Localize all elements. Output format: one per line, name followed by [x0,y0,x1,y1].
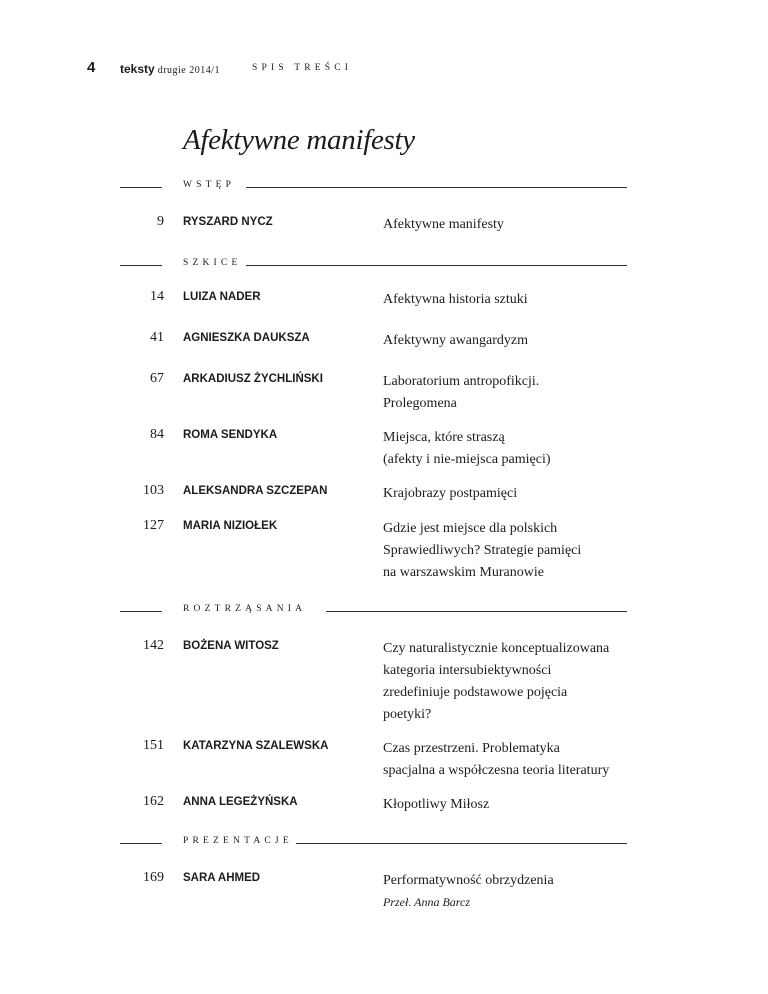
entry-title [383,289,633,311]
entry-author: RYSZARD NYCZ [183,216,273,228]
entry-author: ARKADIUSZ ŻYCHLIŃSKI [183,373,323,385]
divider-rule-left [120,265,162,266]
entry-title-line: na warszawskim Muranowie [383,565,544,580]
section-label: ROZTRZĄSANIA [183,604,307,614]
entry-title [383,794,633,816]
entry-title-line: Afektywne manifesty [383,217,504,232]
entry-page: 103 [143,483,164,498]
entry-page: 84 [150,427,164,442]
entry-author: LUIZA NADER [183,291,261,303]
entry-author: MARIA NIZIOŁEK [183,520,278,532]
entry-title-line: Gdzie jest miejsce dla polskich [383,521,558,536]
entry-author: BOŻENA WITOSZ [183,640,279,652]
entry-author: ALEKSANDRA SZCZEPAN [183,485,328,497]
entry-title [383,738,633,782]
entry-author: AGNIESZKA DAUKSZA [183,332,310,344]
entry-title-line: Prolegomena [383,396,457,411]
entry-page: 151 [143,738,164,753]
section-label: SZKICE [183,258,242,268]
entry-title [383,518,633,584]
entry-title-line: kategoria intersubiektywności [383,663,552,678]
entry-title-line: Czas przestrzeni. Problematyka [383,741,560,756]
entry-title [383,638,633,726]
entry-title [383,483,633,505]
divider-rule-right [326,611,627,612]
section-divider [120,180,627,196]
divider-rule-right [246,265,627,266]
entry-translator: Przeł. Anna Barcz [383,895,470,909]
entry-title [383,214,633,236]
entry-page: 127 [143,518,164,533]
section-heading: SPIS TREŚCI [252,63,353,73]
section-divider [120,604,627,620]
entry-page: 169 [143,870,164,885]
divider-rule-left [120,611,162,612]
entry-title-line: Miejsca, które straszą [383,430,505,445]
journal-name [120,62,220,77]
entry-author: KATARZYNA SZALEWSKA [183,740,329,752]
divider-rule-right [246,187,627,188]
entry-page: 162 [143,794,164,809]
entry-title [383,427,633,471]
entry-title-line: Krajobrazy postpamięci [383,486,518,501]
entry-title [383,870,633,912]
section-label: PREZENTACJE [183,836,293,846]
journal-brand: teksty [120,62,155,76]
page-number: 4 [87,59,96,76]
section-divider [120,836,627,852]
section-divider [120,258,627,274]
entry-page: 14 [150,289,164,304]
running-header [0,59,768,79]
entry-title-line: Performatywność obrzydzenia [383,873,554,888]
entry-title-line: poetyki? [383,707,432,722]
entry-title-line: (afekty i nie-miejsca pamięci) [383,452,551,467]
entry-author: ANNA LEGEŻYŃSKA [183,796,298,808]
entry-author: SARA AHMED [183,872,261,884]
entry-title-line: Czy naturalistycznie konceptualizowana [383,641,610,656]
entry-title-line: Afektywny awangardyzm [383,333,529,348]
divider-rule-left [120,843,162,844]
entry-title [383,330,633,352]
entry-title-line: Laboratorium antropofikcji. [383,374,540,389]
entry-page: 41 [150,330,164,345]
entry-title-line: Afektywna historia sztuki [383,292,528,307]
page-title: Afektywne manifesty [183,124,415,156]
entry-title [383,371,633,415]
entry-page: 9 [157,214,164,229]
journal-issue: drugie 2014/1 [157,65,221,76]
section-label: WSTĘP [183,180,236,190]
entry-title-line: spacjalna a współczesna teoria literatury [383,763,610,778]
entry-title-line: Kłopotliwy Miłosz [383,797,490,812]
entry-page: 67 [150,371,164,386]
entry-title-line: zredefiniuje podstawowe pojęcia [383,685,568,700]
divider-rule-right [296,843,627,844]
entry-author: ROMA SENDYKA [183,429,278,441]
entry-title-line: Sprawiedliwych? Strategie pamięci [383,543,582,558]
divider-rule-left [120,187,162,188]
entry-page: 142 [143,638,164,653]
